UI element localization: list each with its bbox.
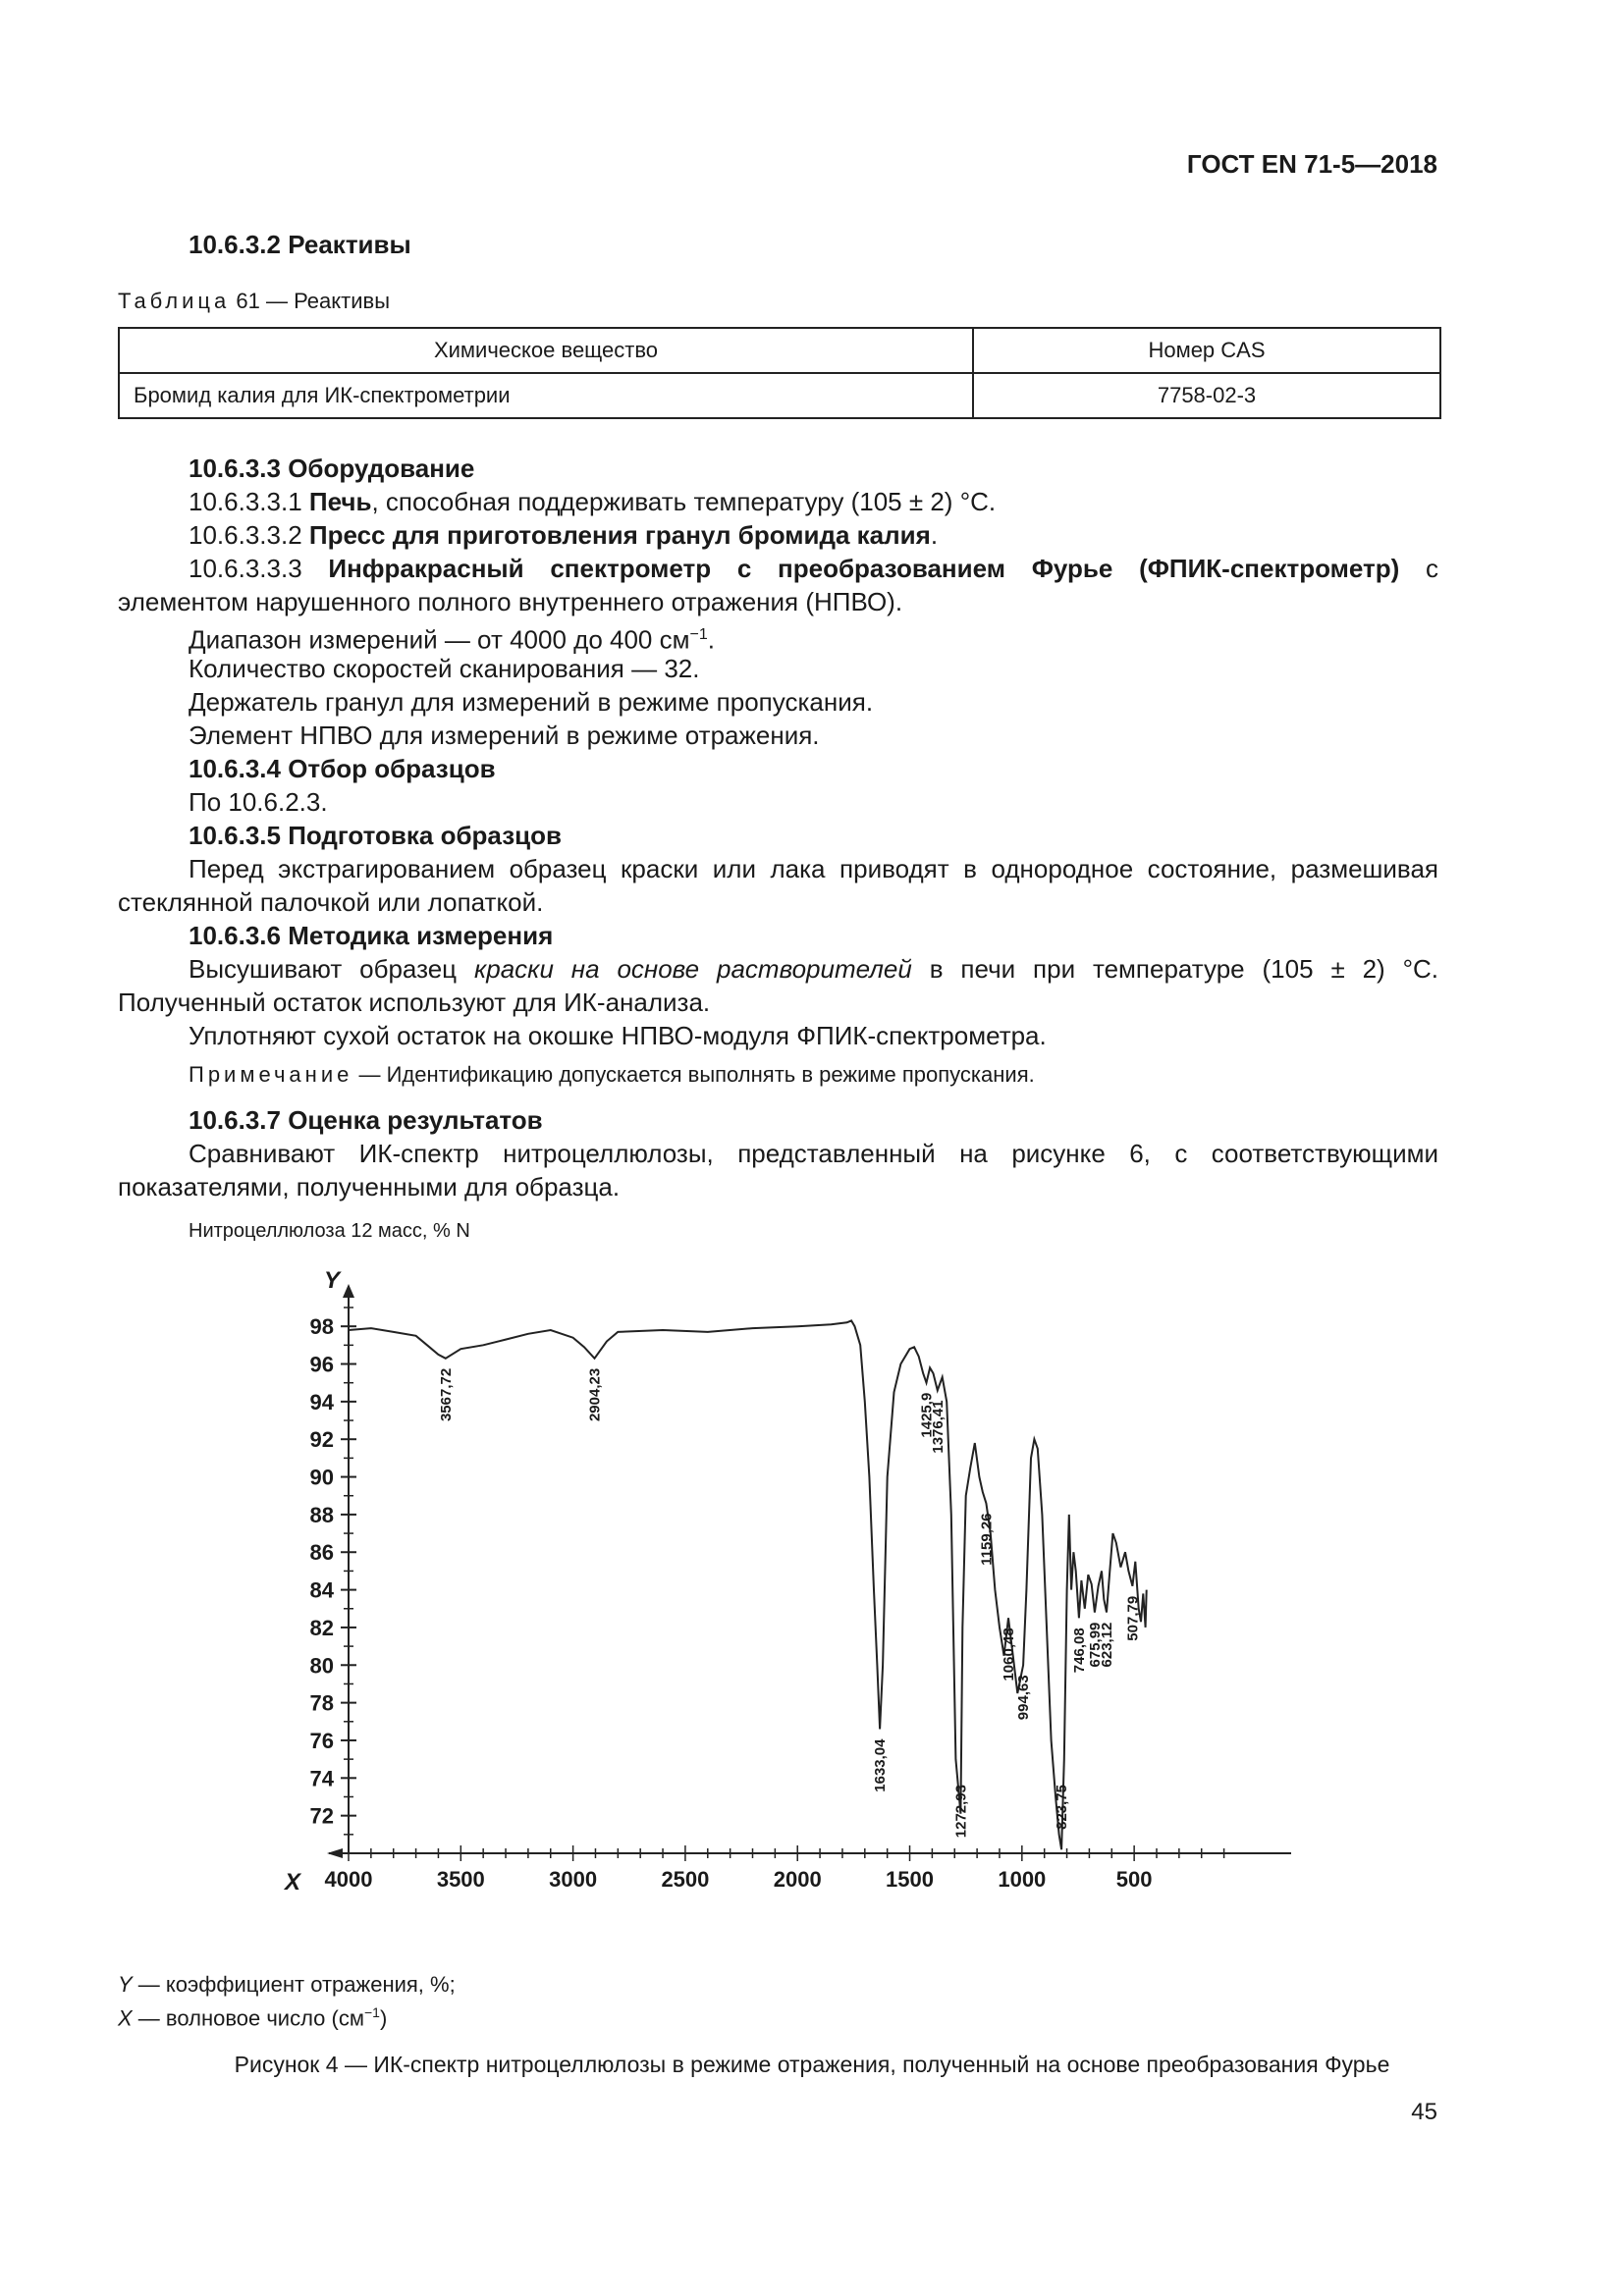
section-title-evaluation: 10.6.3.7 Оценка результатов	[189, 1105, 543, 1135]
legend-x-text: — волновое число (см	[132, 2005, 364, 2031]
legend-y-symbol: Y	[118, 1972, 133, 1997]
x-tick-label: 2000	[773, 1867, 822, 1892]
section-title-method: 10.6.3.6 Методика измерения	[189, 921, 554, 950]
y-tick-label: 78	[309, 1690, 334, 1716]
item-number: 10.6.3.3.1	[189, 487, 309, 516]
x-tick-label: 4000	[324, 1867, 373, 1892]
range-sup: −1	[689, 626, 708, 643]
legend-x-end: )	[379, 2005, 388, 2031]
x-axis-arrow	[327, 1848, 343, 1858]
sampling-text: По 10.6.2.3.	[189, 787, 328, 817]
legend-y-text: — коэффициент отражения, %;	[132, 1972, 456, 1997]
peak-label: 1633,04	[872, 1738, 890, 1792]
chart-peak-labels	[438, 1368, 1142, 1838]
section-title-equipment: 10.6.3.3 Оборудование	[189, 454, 475, 483]
item-term: Пресс для приготовления гранул бромида калия	[308, 520, 931, 550]
legend-x-sup: −1	[363, 2004, 380, 2020]
table-cell: 7758-02-3	[973, 373, 1440, 418]
table-caption-text: 61 — Реактивы	[236, 289, 391, 313]
table-cell: Бромид калия для ИК-спектрометрии	[119, 373, 973, 418]
scan-text: Количество скоростей сканирования — 32.	[189, 654, 700, 683]
peak-label: 746,08	[1070, 1628, 1088, 1674]
chart-series	[349, 1320, 1147, 1849]
item-text: , способная поддерживать температуру (105 ± 2) °С.	[371, 487, 997, 516]
section-title-sampling: 10.6.3.4 Отбор образцов	[189, 754, 496, 783]
peak-label: 1159,26	[978, 1513, 996, 1566]
spectrum-line	[349, 1320, 1147, 1849]
y-tick-label: 88	[309, 1502, 334, 1527]
figure-legend	[118, 1971, 456, 2032]
item-text: с элементом нарушенного полного внутреннего отражения (НПВО).	[118, 554, 1438, 616]
x-tick-label: 2500	[661, 1867, 710, 1892]
item-number: 10.6.3.3.2	[189, 520, 309, 550]
y-axis-label: Y	[324, 1267, 341, 1294]
legend-x	[118, 1999, 456, 2032]
peak-label: 675,99	[1086, 1622, 1104, 1668]
item-term: Печь	[308, 487, 372, 516]
element-text: Элемент НПВО для измерений в режиме отражения.	[189, 721, 820, 750]
peak-label: 623,12	[1099, 1622, 1115, 1668]
method-text-a: Высушивают образец	[189, 954, 474, 984]
method-text-b: в печи при температуре (105 ± 2) °С. Полученный остаток используют для ИК-анализа.	[118, 954, 1439, 1017]
y-tick-label: 92	[309, 1427, 334, 1453]
y-tick-label: 80	[309, 1653, 334, 1679]
holder-text: Держатель гранул для измерений в режиме пропускания.	[189, 687, 874, 717]
section-title-preparation: 10.6.3.5 Подготовка образцов	[189, 821, 562, 850]
method-text-2: Уплотняют сухой остаток на окошке НПВО-модуля ФПИК-спектрометра.	[189, 1021, 1047, 1050]
y-tick-label: 74	[309, 1766, 334, 1791]
section-title-reagents: 10.6.3.2 Реактивы	[189, 230, 411, 259]
peak-label: 507,79	[1124, 1595, 1142, 1641]
legend-y	[118, 1971, 456, 1999]
table-header-cell: Номер CAS	[973, 328, 1440, 373]
y-tick-label: 90	[309, 1465, 334, 1490]
y-tick-label: 94	[309, 1389, 334, 1415]
item-text: .	[930, 520, 939, 550]
x-tick-label: 3000	[549, 1867, 598, 1892]
x-tick-label: 1500	[886, 1867, 935, 1892]
x-axis-label: X	[285, 1869, 301, 1896]
peak-label: 823,75	[1054, 1785, 1071, 1830]
peak-label: 2904,23	[586, 1367, 604, 1422]
evaluation-text: Сравнивают ИК-спектр нитроцеллюлозы, представленный на рисунке 6, с соответствующими показателями, полученными для образца.	[118, 1139, 1438, 1201]
peak-label: 3567,72	[437, 1367, 455, 1422]
note-label: Примечание	[189, 1062, 353, 1087]
y-tick-label: 84	[309, 1577, 334, 1603]
peak-label: 1060,48	[1001, 1628, 1017, 1682]
y-tick-label: 72	[309, 1803, 334, 1829]
peak-label: 1376,41	[929, 1400, 947, 1454]
document-header: ГОСТ EN 71-5—2018	[1186, 149, 1437, 179]
figure-caption: Рисунок 4 — ИК-спектр нитроцеллюлозы в режиме отражения, полученный на основе преобразования Фурье	[234, 2052, 1390, 2077]
range-end: .	[707, 624, 715, 655]
method-text-italic: краски на основе растворителей	[473, 954, 912, 984]
table-header-cell: Химическое вещество	[119, 328, 973, 373]
page-number: 45	[1411, 2099, 1437, 2125]
table-caption-prefix: Таблица	[118, 289, 231, 313]
note-text: — Идентификацию допускается выполнять в режиме пропускания.	[352, 1062, 1035, 1087]
peak-label: 994,63	[1015, 1675, 1033, 1721]
item-number: 10.6.3.3.3	[189, 554, 329, 583]
x-tick-label: 500	[1115, 1867, 1153, 1892]
preparation-text: Перед экстрагированием образец краски или лака приводят в однородное состояние, размешивая стеклянной палочкой или лопаткой.	[118, 854, 1438, 917]
chart-axes	[310, 1284, 1291, 1892]
peak-label: 1272,93	[952, 1785, 970, 1839]
y-axis-arrow	[343, 1284, 354, 1298]
x-tick-label: 3500	[436, 1867, 485, 1892]
y-tick-label: 98	[309, 1314, 334, 1340]
y-tick-label: 82	[309, 1615, 334, 1640]
item-term: Инфракрасный спектрометр с преобразованием Фурье (ФПИК-спектрометр)	[328, 554, 1400, 583]
x-tick-label: 1000	[998, 1867, 1047, 1892]
legend-x-symbol: X	[118, 2005, 133, 2031]
y-tick-label: 96	[309, 1352, 334, 1377]
y-tick-label: 76	[309, 1728, 334, 1753]
range-label: Диапазон измерений — от 4000 до 400 см	[189, 624, 690, 655]
peak-label: 1425,9	[918, 1392, 936, 1438]
chart-title: Нитроцеллюлоза 12 масс, % N	[189, 1220, 470, 1242]
y-tick-label: 86	[309, 1540, 334, 1566]
